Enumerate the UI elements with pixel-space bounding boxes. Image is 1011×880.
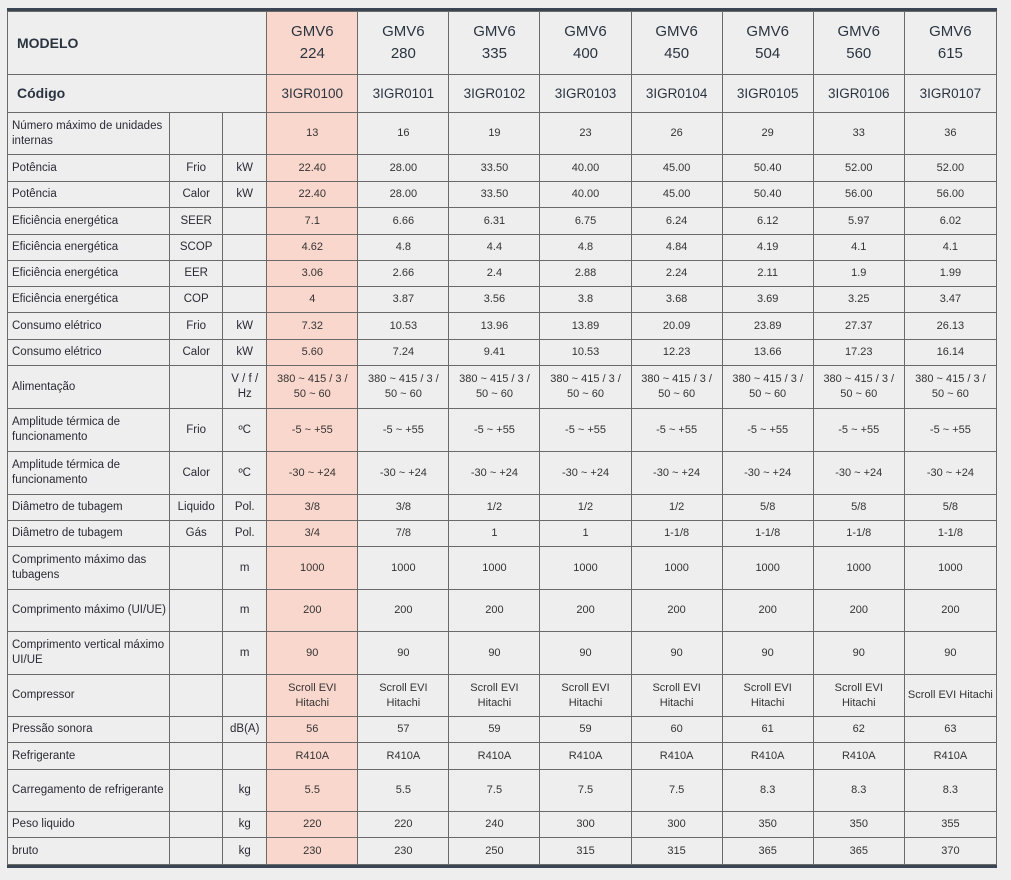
parameter-condition — [170, 590, 223, 632]
spec-value: 52.00 — [813, 155, 904, 182]
spec-value: 3.8 — [540, 287, 631, 313]
spec-value: 50.40 — [722, 182, 813, 208]
model-name: GMV6 560 — [813, 12, 904, 75]
spec-value: 12.23 — [631, 340, 722, 366]
model-name: GMV6 450 — [631, 12, 722, 75]
parameter-unit: Pol. — [223, 521, 267, 547]
spec-value: -30 ~ +24 — [631, 452, 722, 495]
spec-value: -5 ~ +55 — [631, 409, 722, 452]
spec-value: 36 — [904, 113, 996, 155]
spec-value: 28.00 — [358, 182, 449, 208]
parameter-condition — [170, 113, 223, 155]
spec-row — [8, 261, 997, 287]
spec-value: 4 — [267, 287, 358, 313]
spec-value: 6.75 — [540, 208, 631, 235]
parameter-name: Comprimento máximo das tubagens — [8, 547, 170, 590]
spec-value: 7.1 — [267, 208, 358, 235]
spec-row — [8, 838, 997, 865]
spec-value: 7.24 — [358, 340, 449, 366]
spec-value: 1 — [449, 521, 540, 547]
spec-value: -5 ~ +55 — [722, 409, 813, 452]
spec-value: 1000 — [358, 547, 449, 590]
spec-value: -5 ~ +55 — [540, 409, 631, 452]
parameter-unit: m — [223, 547, 267, 590]
spec-value: -30 ~ +24 — [540, 452, 631, 495]
spec-value: 350 — [722, 812, 813, 838]
spec-value: 240 — [449, 812, 540, 838]
spec-row — [8, 521, 997, 547]
spec-value: 200 — [813, 590, 904, 632]
spec-row — [8, 743, 997, 770]
parameter-name: Carregamento de refrigerante — [8, 770, 170, 812]
parameter-unit: kg — [223, 770, 267, 812]
model-name: GMV6 504 — [722, 12, 813, 75]
spec-value: -30 ~ +24 — [813, 452, 904, 495]
parameter-condition: SCOP — [170, 235, 223, 261]
spec-value: 1000 — [813, 547, 904, 590]
spec-value: 5/8 — [904, 495, 996, 521]
spec-value: 365 — [722, 838, 813, 865]
spec-value: 250 — [449, 838, 540, 865]
spec-value: 40.00 — [540, 182, 631, 208]
spec-value: 3.68 — [631, 287, 722, 313]
parameter-name: Potência — [8, 155, 170, 182]
spec-value: 380 ~ 415 / 3 / 50 ~ 60 — [449, 366, 540, 409]
spec-row — [8, 287, 997, 313]
parameter-name: Consumo elétrico — [8, 313, 170, 340]
spec-value: 220 — [358, 812, 449, 838]
spec-value: -5 ~ +55 — [267, 409, 358, 452]
parameter-name: Potência — [8, 182, 170, 208]
parameter-name: Amplitude térmica de funcionamento — [8, 452, 170, 495]
spec-value: R410A — [449, 743, 540, 770]
spec-value: 4.4 — [449, 235, 540, 261]
spec-value: 380 ~ 415 / 3 / 50 ~ 60 — [631, 366, 722, 409]
spec-value: 6.12 — [722, 208, 813, 235]
spec-row — [8, 340, 997, 366]
spec-value: 90 — [358, 632, 449, 675]
parameter-unit: Pol. — [223, 495, 267, 521]
spec-value: 355 — [904, 812, 996, 838]
parameter-unit: m — [223, 632, 267, 675]
spec-value: 2.4 — [449, 261, 540, 287]
code-label: Código — [8, 75, 267, 113]
spec-value: 5.5 — [267, 770, 358, 812]
spec-value: 50.40 — [722, 155, 813, 182]
spec-value: 365 — [813, 838, 904, 865]
parameter-condition: Calor — [170, 340, 223, 366]
parameter-name: Refrigerante — [8, 743, 170, 770]
spec-value: 5.5 — [358, 770, 449, 812]
spec-value: 7.5 — [631, 770, 722, 812]
parameter-name: bruto — [8, 838, 170, 865]
parameter-condition: Frio — [170, 409, 223, 452]
code-row — [8, 75, 997, 113]
spec-value: 2.11 — [722, 261, 813, 287]
bottom-rule — [7, 865, 997, 868]
spec-value: 3.56 — [449, 287, 540, 313]
spec-value: 56.00 — [904, 182, 996, 208]
model-name: GMV6 280 — [358, 12, 449, 75]
spec-value: 5.60 — [267, 340, 358, 366]
spec-value: 13 — [267, 113, 358, 155]
spec-value: 26.13 — [904, 313, 996, 340]
parameter-unit: kW — [223, 182, 267, 208]
parameter-condition — [170, 838, 223, 865]
spec-value: 5/8 — [813, 495, 904, 521]
parameter-condition: SEER — [170, 208, 223, 235]
spec-value: 300 — [540, 812, 631, 838]
spec-value: R410A — [813, 743, 904, 770]
spec-value: 10.53 — [540, 340, 631, 366]
spec-value: 22.40 — [267, 182, 358, 208]
spec-value: 23 — [540, 113, 631, 155]
spec-value: 33 — [813, 113, 904, 155]
spec-value: 380 ~ 415 / 3 / 50 ~ 60 — [358, 366, 449, 409]
spec-value: 5.97 — [813, 208, 904, 235]
spec-value: Scroll EVI Hitachi — [267, 675, 358, 717]
spec-value: -30 ~ +24 — [449, 452, 540, 495]
spec-value: 200 — [267, 590, 358, 632]
spec-value: R410A — [631, 743, 722, 770]
spec-value: R410A — [358, 743, 449, 770]
parameter-unit: dB(A) — [223, 717, 267, 743]
spec-value: R410A — [540, 743, 631, 770]
spec-value: 3.06 — [267, 261, 358, 287]
spec-value: -5 ~ +55 — [813, 409, 904, 452]
spec-value: 1000 — [267, 547, 358, 590]
spec-value: 380 ~ 415 / 3 / 50 ~ 60 — [267, 366, 358, 409]
spec-value: 230 — [267, 838, 358, 865]
spec-value: 3.87 — [358, 287, 449, 313]
spec-row — [8, 770, 997, 812]
spec-row — [8, 113, 997, 155]
spec-value: Scroll EVI Hitachi — [904, 675, 996, 717]
spec-value: -30 ~ +24 — [904, 452, 996, 495]
spec-value: 4.84 — [631, 235, 722, 261]
product-code: 3IGR0103 — [540, 75, 631, 113]
spec-row — [8, 313, 997, 340]
model-header-row — [8, 12, 997, 75]
spec-value: 90 — [267, 632, 358, 675]
spec-value: 1/2 — [540, 495, 631, 521]
spec-value: 8.3 — [722, 770, 813, 812]
spec-value: 45.00 — [631, 182, 722, 208]
spec-value: 1-1/8 — [813, 521, 904, 547]
spec-value: -5 ~ +55 — [449, 409, 540, 452]
parameter-unit: kW — [223, 313, 267, 340]
spec-row — [8, 208, 997, 235]
parameter-condition: Frio — [170, 155, 223, 182]
parameter-unit — [223, 208, 267, 235]
spec-row — [8, 182, 997, 208]
spec-value: 23.89 — [722, 313, 813, 340]
spec-row — [8, 675, 997, 717]
spec-value: 2.66 — [358, 261, 449, 287]
parameter-condition — [170, 632, 223, 675]
spec-row — [8, 547, 997, 590]
spec-value: 6.02 — [904, 208, 996, 235]
parameter-name: Peso liquido — [8, 812, 170, 838]
spec-row — [8, 632, 997, 675]
spec-value: 300 — [631, 812, 722, 838]
spec-value: 4.62 — [267, 235, 358, 261]
spec-value: R410A — [267, 743, 358, 770]
spec-value: Scroll EVI Hitachi — [540, 675, 631, 717]
spec-value: 1-1/8 — [722, 521, 813, 547]
parameter-unit — [223, 287, 267, 313]
spec-value: -30 ~ +24 — [267, 452, 358, 495]
parameter-condition: COP — [170, 287, 223, 313]
spec-value: 220 — [267, 812, 358, 838]
spec-value: 4.8 — [358, 235, 449, 261]
spec-value: 5/8 — [722, 495, 813, 521]
spec-value: 1000 — [540, 547, 631, 590]
spec-value: 370 — [904, 838, 996, 865]
spec-value: 13.66 — [722, 340, 813, 366]
spec-value: -30 ~ +24 — [722, 452, 813, 495]
parameter-condition: Gás — [170, 521, 223, 547]
spec-value: 2.24 — [631, 261, 722, 287]
spec-value: 7.5 — [449, 770, 540, 812]
spec-value: 90 — [904, 632, 996, 675]
spec-value: 1000 — [904, 547, 996, 590]
spec-value: 6.24 — [631, 208, 722, 235]
spec-value: 315 — [631, 838, 722, 865]
spec-value: 56.00 — [813, 182, 904, 208]
model-label: MODELO — [8, 12, 267, 75]
spec-value: Scroll EVI Hitachi — [358, 675, 449, 717]
spec-row — [8, 812, 997, 838]
spec-value: 1.99 — [904, 261, 996, 287]
product-code: 3IGR0105 — [722, 75, 813, 113]
parameter-condition: Liquido — [170, 495, 223, 521]
spec-row — [8, 235, 997, 261]
spec-row — [8, 409, 997, 452]
spec-value: Scroll EVI Hitachi — [813, 675, 904, 717]
spec-value: 57 — [358, 717, 449, 743]
parameter-name: Comprimento máximo (UI/UE) — [8, 590, 170, 632]
parameter-name: Comprimento vertical máximo UI/UE — [8, 632, 170, 675]
product-code: 3IGR0100 — [267, 75, 358, 113]
spec-value: 22.40 — [267, 155, 358, 182]
spec-value: 33.50 — [449, 155, 540, 182]
parameter-unit — [223, 675, 267, 717]
spec-value: 200 — [904, 590, 996, 632]
parameter-unit — [223, 235, 267, 261]
spec-value: 2.88 — [540, 261, 631, 287]
parameter-name: Eficiência energética — [8, 261, 170, 287]
spec-value: 59 — [449, 717, 540, 743]
spec-value: 3/4 — [267, 521, 358, 547]
spec-value: 40.00 — [540, 155, 631, 182]
parameter-name: Compressor — [8, 675, 170, 717]
spec-value: 380 ~ 415 / 3 / 50 ~ 60 — [722, 366, 813, 409]
spec-table — [7, 11, 997, 865]
parameter-condition — [170, 812, 223, 838]
model-name: GMV6 400 — [540, 12, 631, 75]
spec-value: 200 — [540, 590, 631, 632]
parameter-name: Diâmetro de tubagem — [8, 521, 170, 547]
parameter-name: Amplitude térmica de funcionamento — [8, 409, 170, 452]
parameter-name: Eficiência energética — [8, 287, 170, 313]
spec-value: 200 — [449, 590, 540, 632]
spec-value: Scroll EVI Hitachi — [449, 675, 540, 717]
spec-value: 9.41 — [449, 340, 540, 366]
spec-value: 59 — [540, 717, 631, 743]
spec-value: 7.5 — [540, 770, 631, 812]
product-code: 3IGR0104 — [631, 75, 722, 113]
parameter-name: Pressão sonora — [8, 717, 170, 743]
spec-value: 200 — [722, 590, 813, 632]
spec-value: Scroll EVI Hitachi — [722, 675, 813, 717]
parameter-unit: V / f / Hz — [223, 366, 267, 409]
parameter-name: Número máximo de unidades internas — [8, 113, 170, 155]
parameter-unit: ºC — [223, 452, 267, 495]
parameter-condition — [170, 770, 223, 812]
spec-value: 1-1/8 — [631, 521, 722, 547]
spec-value: 90 — [540, 632, 631, 675]
spec-value: 4.1 — [904, 235, 996, 261]
parameter-condition: Calor — [170, 182, 223, 208]
spec-value: 380 ~ 415 / 3 / 50 ~ 60 — [904, 366, 996, 409]
spec-value: 45.00 — [631, 155, 722, 182]
spec-row — [8, 155, 997, 182]
spec-value: 200 — [358, 590, 449, 632]
spec-row — [8, 452, 997, 495]
spec-value: 3.25 — [813, 287, 904, 313]
spec-value: 1.9 — [813, 261, 904, 287]
parameter-unit: ºC — [223, 409, 267, 452]
spec-value: 90 — [631, 632, 722, 675]
spec-value: 62 — [813, 717, 904, 743]
spec-value: 26 — [631, 113, 722, 155]
spec-value: Scroll EVI Hitachi — [631, 675, 722, 717]
spec-value: 1/2 — [631, 495, 722, 521]
spec-value: 7.32 — [267, 313, 358, 340]
spec-value: -30 ~ +24 — [358, 452, 449, 495]
product-code: 3IGR0107 — [904, 75, 996, 113]
spec-value: 17.23 — [813, 340, 904, 366]
spec-value: 16 — [358, 113, 449, 155]
spec-value: 20.09 — [631, 313, 722, 340]
spec-value: 90 — [449, 632, 540, 675]
spec-table-container — [7, 8, 997, 868]
spec-value: 1000 — [449, 547, 540, 590]
parameter-name: Eficiência energética — [8, 235, 170, 261]
parameter-condition — [170, 547, 223, 590]
parameter-unit: kW — [223, 340, 267, 366]
parameter-unit — [223, 113, 267, 155]
spec-value: 6.31 — [449, 208, 540, 235]
spec-value: 28.00 — [358, 155, 449, 182]
spec-value: 1 — [540, 521, 631, 547]
parameter-condition: EER — [170, 261, 223, 287]
spec-value: 60 — [631, 717, 722, 743]
spec-value: 13.96 — [449, 313, 540, 340]
parameter-condition: Calor — [170, 452, 223, 495]
spec-value: 350 — [813, 812, 904, 838]
spec-value: 29 — [722, 113, 813, 155]
spec-value: R410A — [722, 743, 813, 770]
spec-value: 8.3 — [813, 770, 904, 812]
spec-value: 3.47 — [904, 287, 996, 313]
spec-value: 7/8 — [358, 521, 449, 547]
spec-value: 16.14 — [904, 340, 996, 366]
spec-value: 6.66 — [358, 208, 449, 235]
parameter-name: Alimentação — [8, 366, 170, 409]
parameter-name: Consumo elétrico — [8, 340, 170, 366]
spec-value: 200 — [631, 590, 722, 632]
parameter-unit — [223, 261, 267, 287]
model-name: GMV6 615 — [904, 12, 996, 75]
spec-value: 230 — [358, 838, 449, 865]
parameter-name: Diâmetro de tubagem — [8, 495, 170, 521]
parameter-condition — [170, 717, 223, 743]
spec-value: 315 — [540, 838, 631, 865]
spec-value: -5 ~ +55 — [358, 409, 449, 452]
spec-value: 380 ~ 415 / 3 / 50 ~ 60 — [540, 366, 631, 409]
spec-value: 1000 — [722, 547, 813, 590]
spec-value: 33.50 — [449, 182, 540, 208]
spec-value: 1-1/8 — [904, 521, 996, 547]
product-code: 3IGR0102 — [449, 75, 540, 113]
model-name: GMV6 335 — [449, 12, 540, 75]
spec-value: -5 ~ +55 — [904, 409, 996, 452]
parameter-name: Eficiência energética — [8, 208, 170, 235]
parameter-condition: Frio — [170, 313, 223, 340]
spec-value: 3/8 — [267, 495, 358, 521]
parameter-unit — [223, 743, 267, 770]
spec-row — [8, 590, 997, 632]
parameter-condition — [170, 675, 223, 717]
spec-value: 8.3 — [904, 770, 996, 812]
product-code: 3IGR0101 — [358, 75, 449, 113]
spec-row — [8, 717, 997, 743]
parameter-unit: kg — [223, 812, 267, 838]
spec-value: 3.69 — [722, 287, 813, 313]
spec-value: R410A — [904, 743, 996, 770]
spec-value: 27.37 — [813, 313, 904, 340]
parameter-unit: kW — [223, 155, 267, 182]
spec-value: 4.8 — [540, 235, 631, 261]
spec-value: 13.89 — [540, 313, 631, 340]
spec-value: 52.00 — [904, 155, 996, 182]
spec-value: 63 — [904, 717, 996, 743]
spec-row — [8, 495, 997, 521]
spec-value: 61 — [722, 717, 813, 743]
spec-value: 10.53 — [358, 313, 449, 340]
spec-value: 380 ~ 415 / 3 / 50 ~ 60 — [813, 366, 904, 409]
spec-value: 1/2 — [449, 495, 540, 521]
spec-row — [8, 366, 997, 409]
spec-value: 19 — [449, 113, 540, 155]
parameter-unit: m — [223, 590, 267, 632]
spec-value: 3/8 — [358, 495, 449, 521]
spec-value: 56 — [267, 717, 358, 743]
spec-value: 4.19 — [722, 235, 813, 261]
parameter-condition — [170, 743, 223, 770]
spec-value: 90 — [722, 632, 813, 675]
parameter-unit: kg — [223, 838, 267, 865]
spec-value: 90 — [813, 632, 904, 675]
model-name: GMV6 224 — [267, 12, 358, 75]
parameter-condition — [170, 366, 223, 409]
spec-value: 4.1 — [813, 235, 904, 261]
spec-value: 1000 — [631, 547, 722, 590]
product-code: 3IGR0106 — [813, 75, 904, 113]
